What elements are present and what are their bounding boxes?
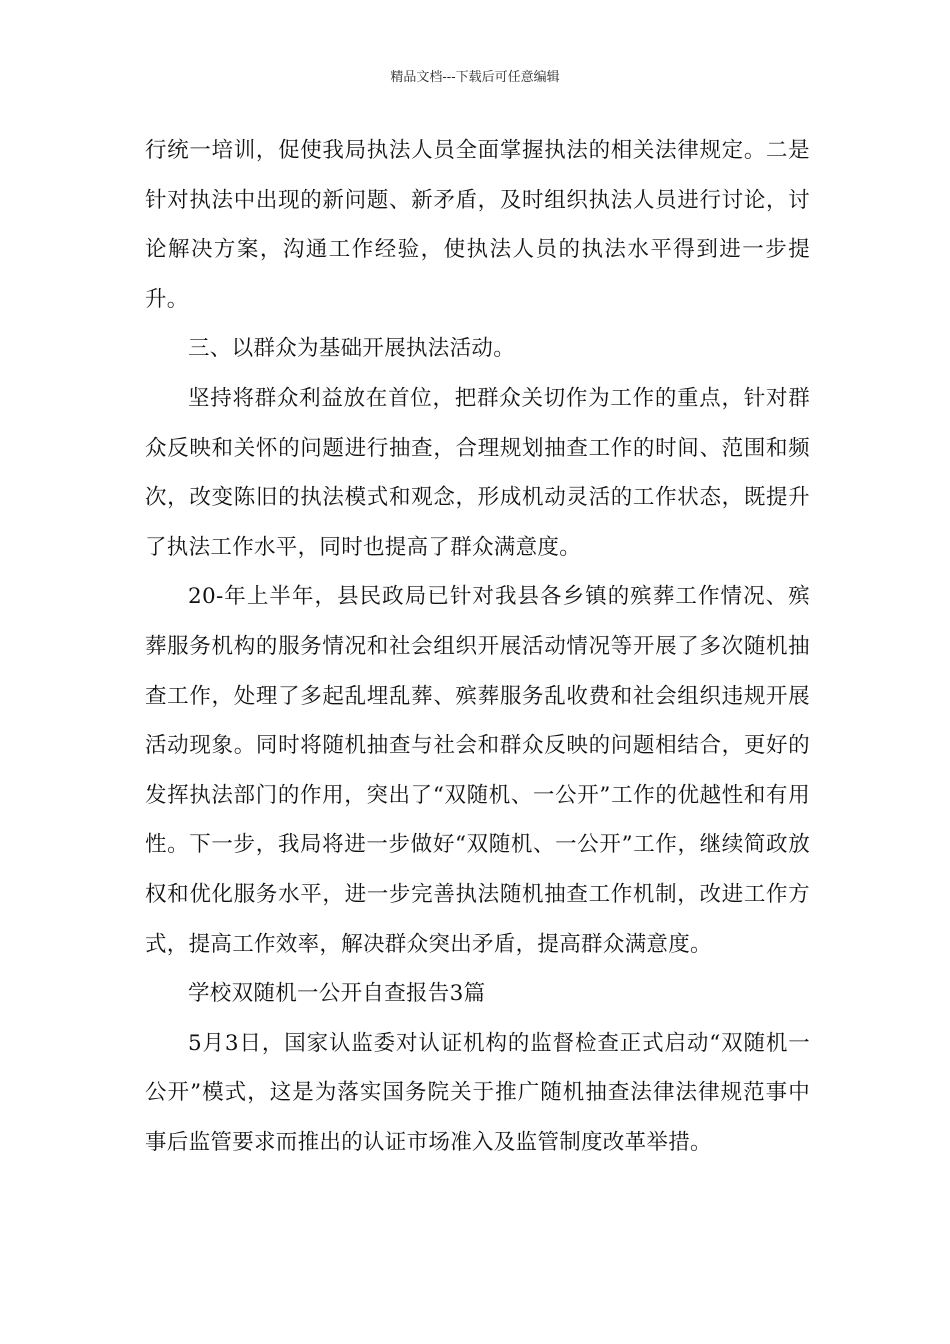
paragraph: 20-年上半年，县民政局已针对我县各乡镇的殡葬工作情况、殡葬服务机构的服务情况和社会组织开展活动情况等开展了多次随机抽查工作，处理了多起乱埋乱葬、殡葬服务乱收费和社会组织违规开展活动现象。同时将随机抽查与社会和群众反映的问题相结合，更好的发挥执法部门的作用，突出了“双随机、一公开”工作的优越性和有用性。下一步，我局将进一步做好“双随机、一公开”工作，继续简政放权和优化服务水平，进一步完善执法随机抽查工作机制，改进工作方式，提高工作效率，解决群众突出矛盾，提高群众满意度。	[145, 584, 810, 957]
paragraph: 5月3日，国家认监委对认证机构的监督检查正式启动“双随机一公开”模式，这是为落实国务院关于推广随机抽查法律法律规范事中事后监管要求而推出的认证市场准入及监管制度改革举措。	[145, 1030, 810, 1155]
page-header: 精品文档---下载后可任意编辑	[390, 70, 560, 85]
document-body	[145, 126, 810, 1167]
section-heading: 三、以群众为基础开展执法活动。	[188, 336, 516, 362]
report-title: 学校双随机一公开自查报告3篇	[188, 981, 486, 1007]
paragraph: 坚持将群众利益放在首位，把群众关切作为工作的重点，针对群众反映和关怀的问题进行抽查，合理规划抽查工作的时间、范围和频次，改变陈旧的执法模式和观念，形成机动灵活的工作状态，既提升了执法工作水平，同时也提高了群众满意度。	[145, 385, 810, 560]
paragraph-continuation: 行统一培训，促使我局执法人员全面掌握执法的相关法律规定。二是针对执法中出现的新问题、新矛盾，及时组织执法人员进行讨论，讨论解决方案，沟通工作经验，使执法人员的执法水平得到进一步提升。	[145, 138, 810, 312]
